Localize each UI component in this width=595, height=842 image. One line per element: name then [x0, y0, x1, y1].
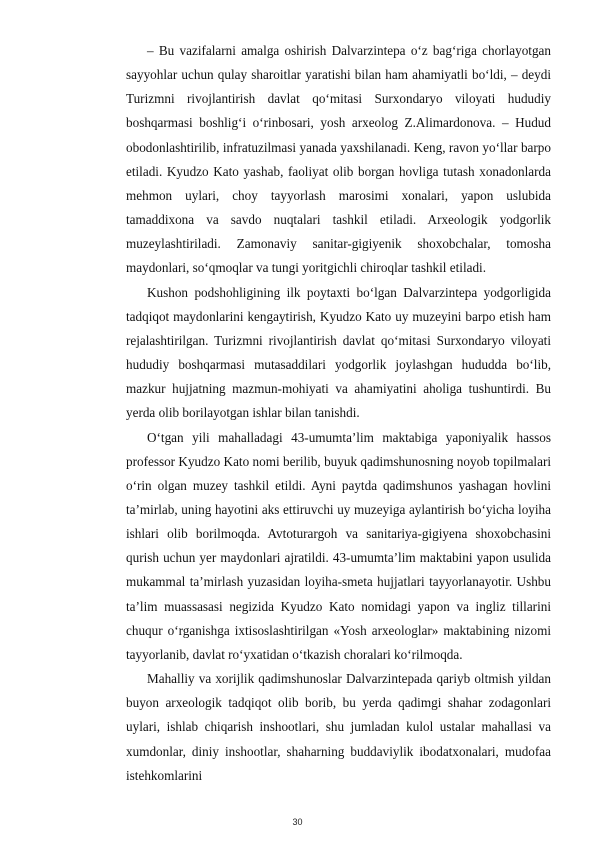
- paragraph-2: Kushon podshohligining ilk poytaxti bo‘lgan Dalvarzintepa yodgorligida tadqiqot maydonlarini kengaytirish, Kyudzo Kato uy muzeyini barpo etish ham rejalashtirilgan. Turizmni rivojlantirish davlat qo‘mitasi Surxondaryo viloyati hududiy boshqarmasi mutasaddilari yodgorlik joylashgan hududda bo‘lib, mazkur hujjatning mazmun-mohiyati va ahamiyatini aholiga tushuntirdi. Bu yerda olib borilayotgan ishlar bilan tanishdi.: [126, 284, 551, 421]
- body-text: [126, 39, 551, 788]
- page-number: 30: [292, 817, 303, 827]
- paragraph-1: – Bu vazifalarni amalga oshirish Dalvarzintepa o‘z bag‘riga chorlayotgan sayyohlar uchun qulay sharoitlar yaratishi bilan ham ahamiyatli bo‘ldi, – deydi Turizmni rivojlantirish davlat qo‘mitasi Surxondaryo viloyati hududiy boshqarmasi boshlig‘i o‘rinbosari, yosh arxeolog Z.Alimardonova. – Hudud obodonlashtirilib, infratuzilmasi yanada yaxshilanadi. Keng, ravon yo‘llar barpo etiladi. Kyudzo Kato yashab, faoliyat olib borgan hovliga tutash xonadonlarda mehmon uylari, choy tayyorlash marosimi xonalari, yapon uslubida tamaddixona va savdo nuqtalari tashkil etiladi. Arxeologik yodgorlik muzeylashtiriladi. Zamonaviy sanitar-gigiyenik shoxobchalar, tomosha maydonlari, so‘qmoqlar va tungi yoritgichli chiroqlar tashkil etiladi.: [126, 43, 551, 276]
- paragraph-3: O‘tgan yili mahalladagi 43-umumta’lim maktabiga yaponiyalik hassos professor Kyudzo Kato nomi berilib, buyuk qadimshunosning noyob topilmalari o‘rin olgan muzey tashkil etildi. Ayni paytda qadimshunos yashagan hovlini ta’mirlab, uning hayotini aks ettiruvchi uy muzeyiga aylantirish bo‘yicha loyiha ishlari olib borilmoqda. Avtoturargoh va sanitariya-gigiyena shoxobchasini qurish uchun yer maydonlari ajratildi. 43-umumta’lim maktabini yapon usulida mukammal ta’mirlash yuzasidan loyiha-smeta hujjatlari tayyorlanayotir. Ushbu ta’lim muassasasi negizida Kyudzo Kato nomidagi yapon va ingliz tillarini chuqur o‘rganishga ixtisoslashtirilgan «Yosh arxeologlar» maktabining nizomi tayyorlanib, davlat ro‘yxatidan o‘tkazish choralari ko‘rilmoqda.: [126, 429, 551, 662]
- paragraph-4: Mahalliy va xorijlik qadimshunoslar Dalvarzintepada qariyb oltmish yildan buyon arxeologik tadqiqot olib borib, bu yerda qadimgi shahar zodagonlari uylari, ishlab chiqarish inshootlari, shu jumladan kulol ustalar mahallasi va xumdonlar, diniy inshootlar, shaharning buddaviylik ibodatxonalari, mudofaa istehkomlarini: [126, 671, 551, 783]
